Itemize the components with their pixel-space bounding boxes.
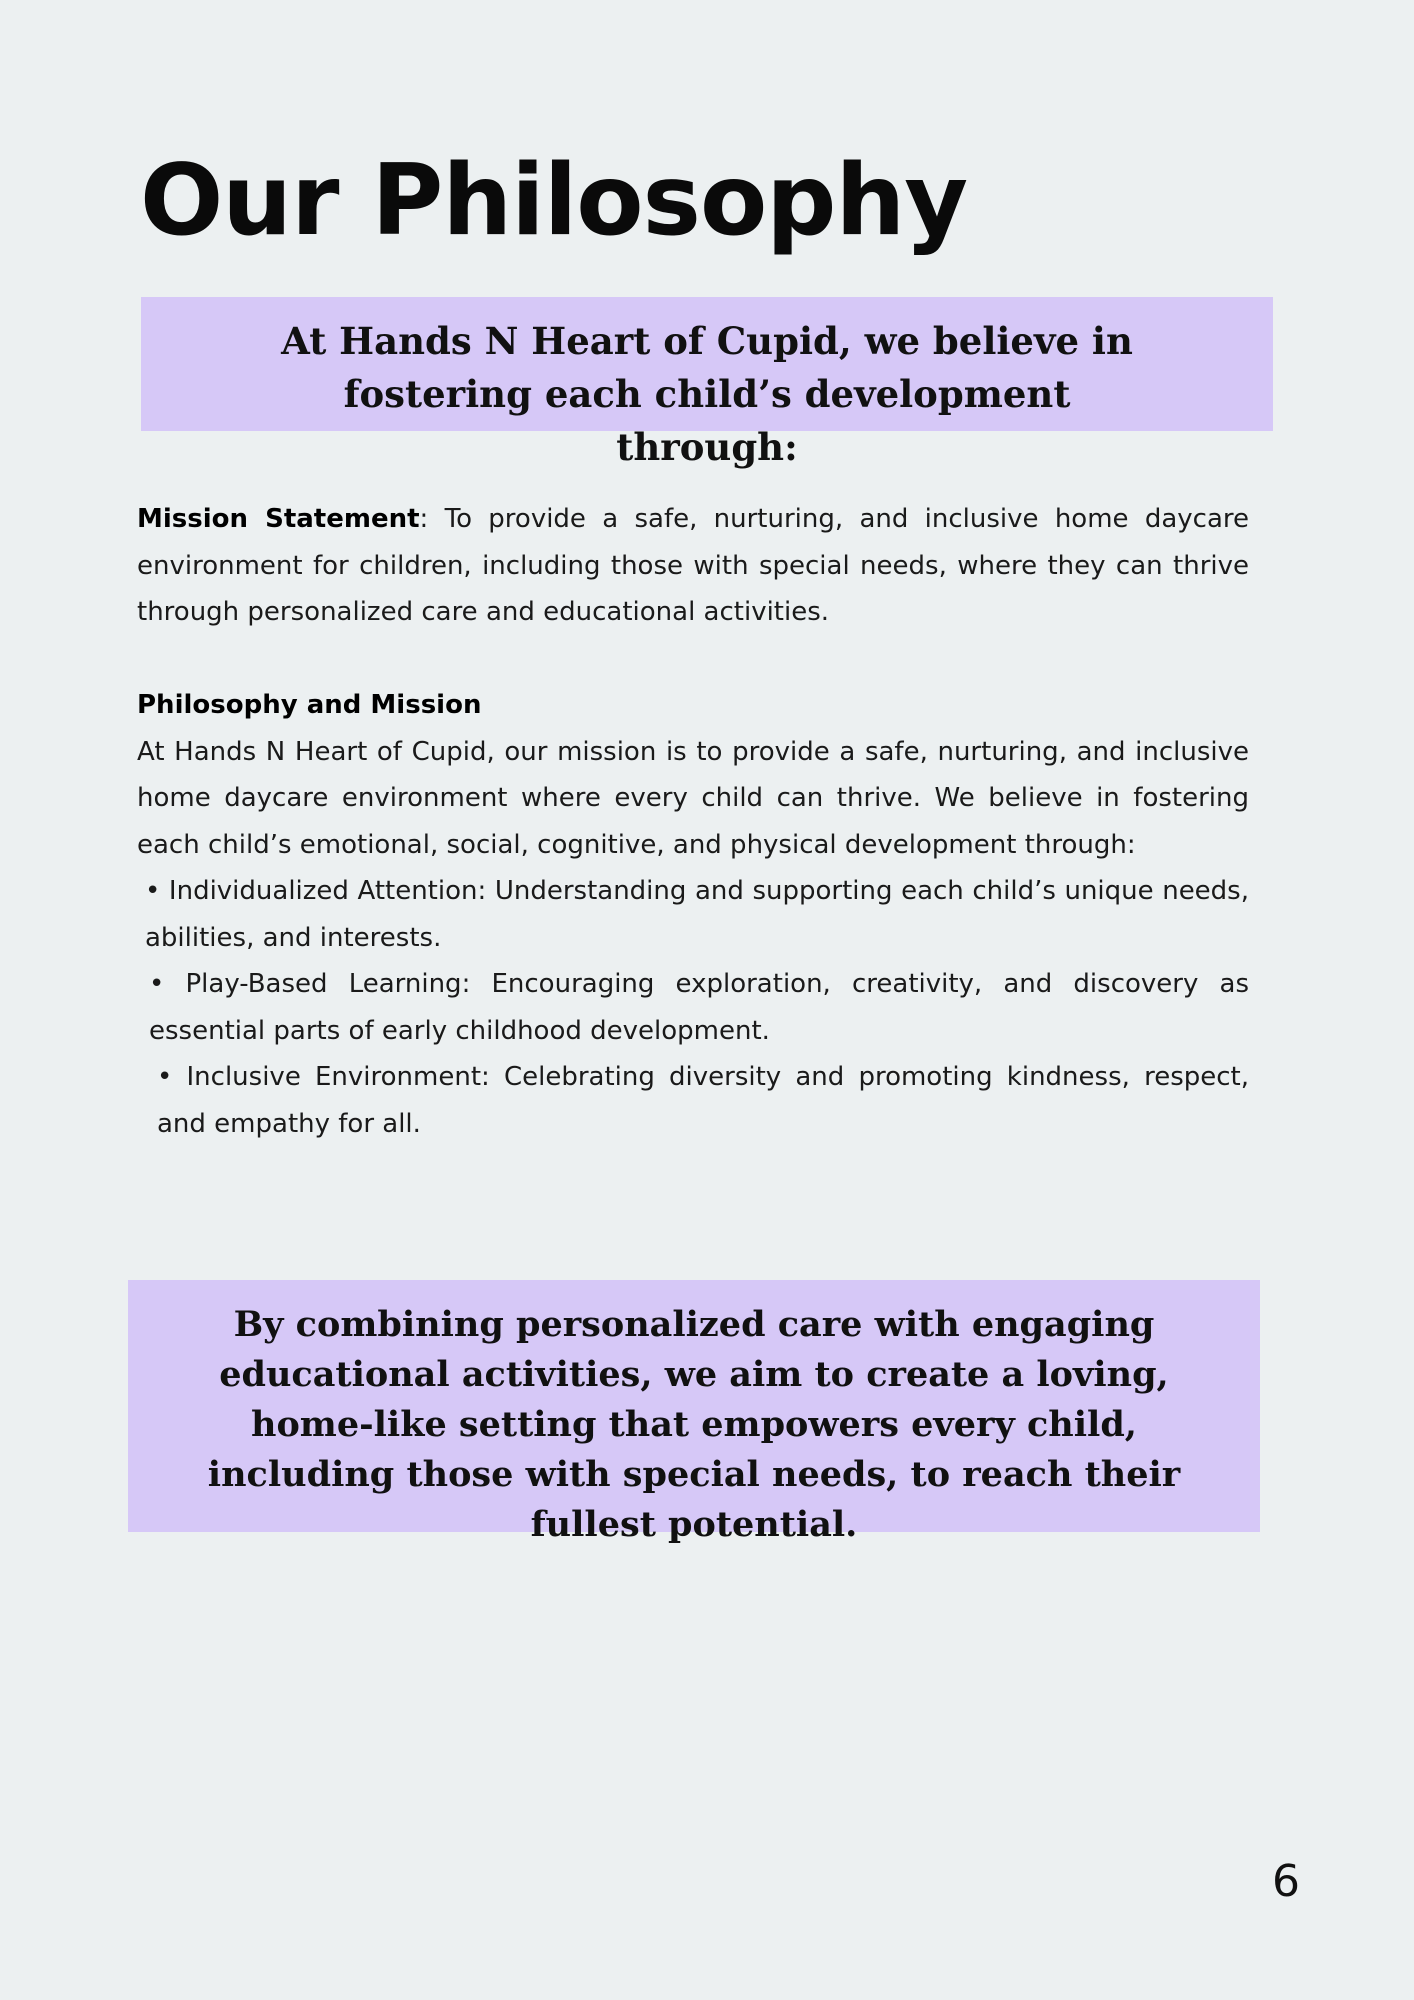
philosophy-intro: At Hands N Heart of Cupid, our mission is to provide a safe, nurturing, and inclusive home daycare environment where every child can thrive. We believe in fostering each child’s emotional, social, cognitive, and physical development through: bbox=[137, 736, 1249, 860]
philosophy-section bbox=[137, 682, 1249, 1147]
philosophy-bullet-play-based-learning: • Play-Based Learning: Encouraging exploration, creativity, and discovery as essential parts of early childhood development. bbox=[149, 969, 1249, 1046]
intro-callout-line-1: At Hands N Heart of Cupid, we believe in bbox=[281, 319, 1133, 363]
philosophy-bullet-individualized-attention: • Individualized Attention: Understanding and supporting each child’s unique needs, abilities, and interests. bbox=[145, 876, 1249, 953]
closing-callout-text: By combining personalized care with engaging educational activities, we aim to create a loving, home-like setting that empowers every child, including those with special needs, to reach their fullest potential. bbox=[207, 1304, 1181, 1545]
intro-callout-line-2: fostering each child’s development through: bbox=[343, 372, 1071, 469]
philosophy-heading: Philosophy and Mission bbox=[137, 690, 482, 720]
intro-callout bbox=[141, 297, 1273, 469]
page-number: 6 bbox=[1272, 1856, 1300, 1907]
mission-statement-label: Mission Statement bbox=[137, 504, 420, 534]
mission-statement-text: : To provide a safe, nurturing, and inclusive home daycare environment for children, including those with special needs, where they can thrive through personalized care and educational activities. bbox=[137, 504, 1249, 627]
page-title: Our Philosophy bbox=[140, 144, 968, 258]
mission-statement bbox=[137, 496, 1249, 636]
philosophy-bullet-inclusive-environment: • Inclusive Environment: Celebrating diversity and promoting kindness, respect, and empathy for all. bbox=[157, 1062, 1249, 1139]
closing-callout bbox=[128, 1280, 1260, 1545]
